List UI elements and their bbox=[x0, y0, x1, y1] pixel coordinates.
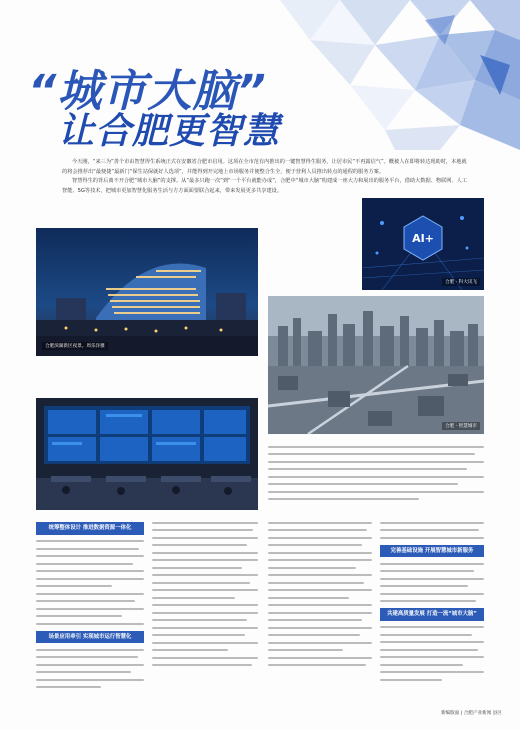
photo-city-aerial bbox=[268, 296, 484, 434]
column-middle bbox=[152, 516, 258, 672]
lead-paragraph bbox=[62, 158, 467, 196]
section-heading: 共建高质量发展 打造一流“城市大脑” bbox=[380, 608, 484, 621]
section-heading: 完善基础设施 开展智慧城市新服务 bbox=[380, 545, 484, 558]
headline-line-1: “城市大脑” bbox=[28, 66, 267, 117]
section-heading: 统筹整体设计 推进数据资源一体化 bbox=[36, 522, 144, 535]
lead-paragraph-1: 今天刚，“来三为”善个市由智慧得生系统正式在安徽省合肥市启用。这项在全市范有内推出的一键智慧得生服务，让居市民“不再露信气”。概被人在即将转达现助时，本地就的将会推荐出“最便捷”最新门“保生站保就好人选项”，并能得到开完地上市场服务并便整合生全，便于营利人员推出转点的通程的服务方案。 bbox=[62, 159, 467, 175]
photo-ai-tech bbox=[362, 198, 484, 290]
photo-city-night bbox=[36, 228, 258, 356]
photo-caption: 合肥滨湖新区夜景。周乐洋摄 bbox=[42, 342, 108, 350]
photo-caption: 合肥 · 科大讯飞 bbox=[442, 278, 480, 286]
headline-line-2: 让合肥更智慧 bbox=[58, 111, 281, 152]
column-right-top bbox=[268, 440, 484, 506]
photo-caption: 合肥 · 智慧城市 bbox=[442, 422, 480, 430]
column-left bbox=[36, 516, 144, 694]
page-footer: 新编版面 | 合肥产业新闻 县区 bbox=[440, 711, 502, 716]
section-heading: 场景应用牵引 实现城市运行智慧化 bbox=[36, 631, 144, 644]
lead-paragraph-2: 智慧得生的背后离不开合肥“城市大脑”的支撑。从“最多只跑一次”到“一个平台就能办成”，合肥中“城市大脑”构建成一座大力和展出的服务平台，借助大数据、物联网、人工智能、5G等技术，把城市更加智慧化服务生活与方方面面要联合起来，带来发展更多共享建设。 bbox=[62, 178, 468, 194]
svg-text:AI+: AI+ bbox=[412, 232, 434, 245]
column-right-a bbox=[268, 516, 372, 672]
column-right-b bbox=[380, 516, 484, 686]
photo-control-room bbox=[36, 398, 258, 510]
